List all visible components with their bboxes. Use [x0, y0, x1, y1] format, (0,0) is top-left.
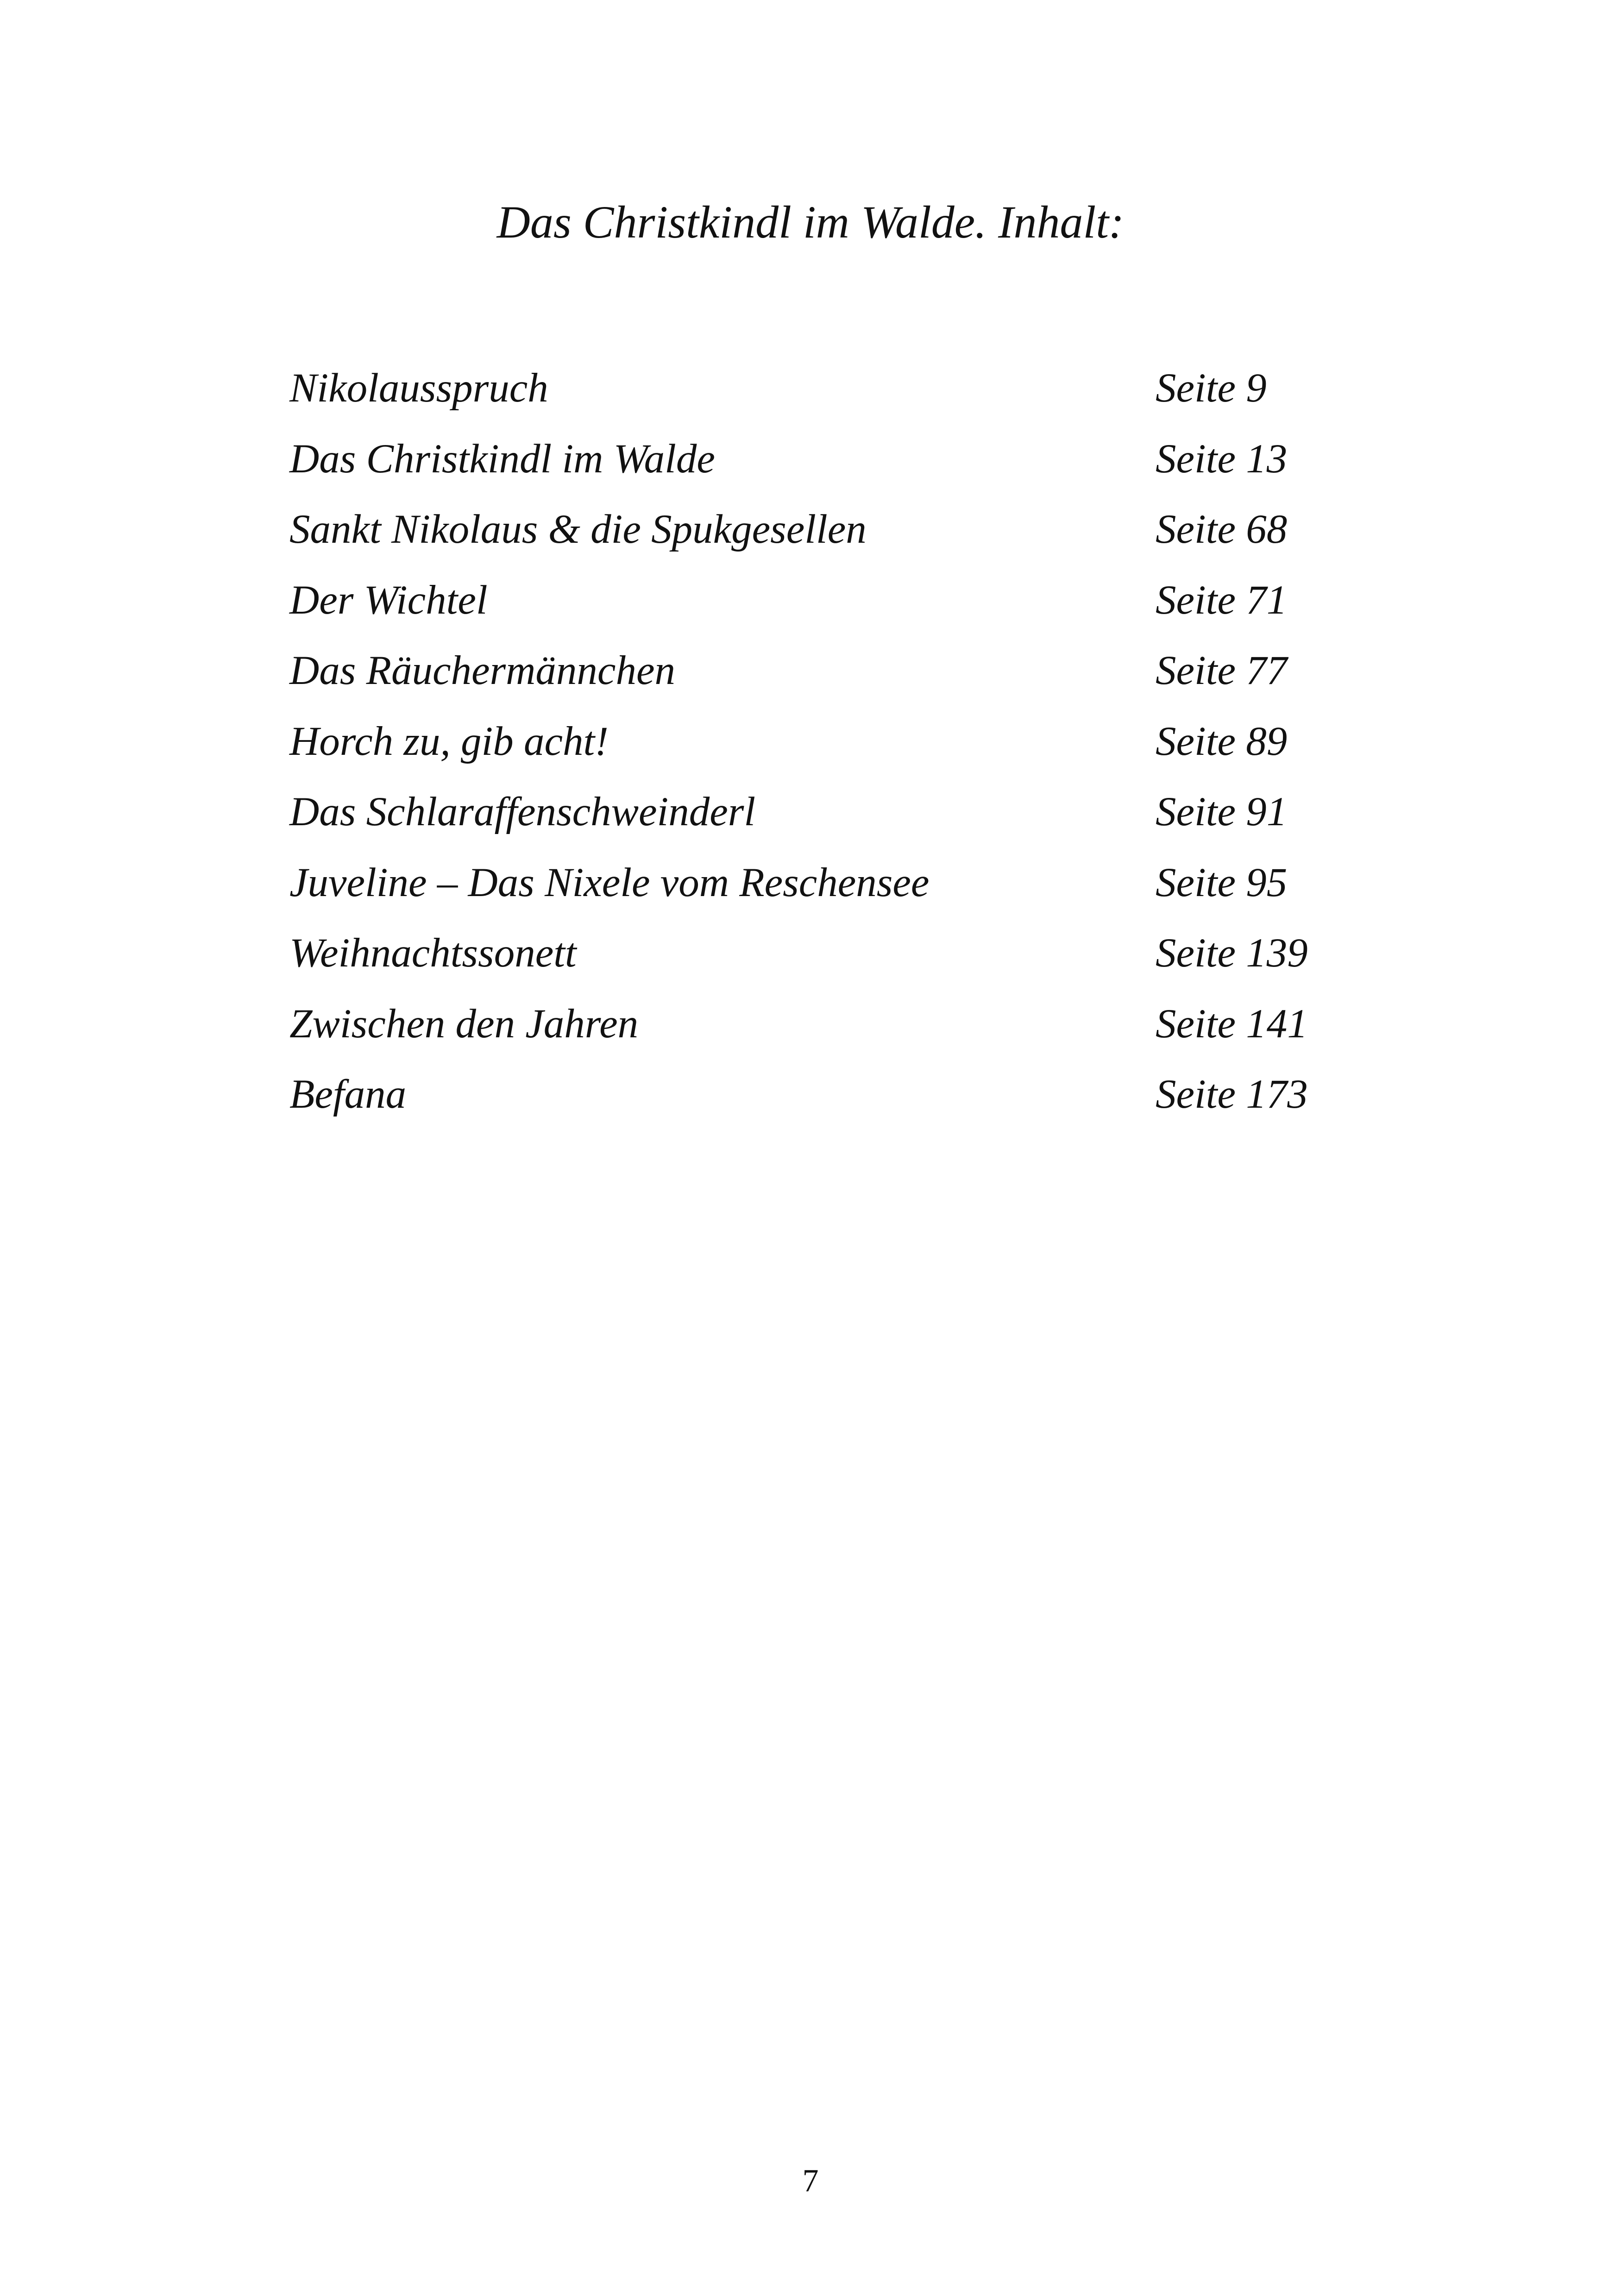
toc-entry-page: Seite 77 [1156, 648, 1288, 693]
toc-entry-page: Seite 89 [1156, 718, 1288, 764]
toc-entry-page: Seite 173 [1156, 1072, 1308, 1117]
page-title: Das Christkindl im Walde. Inhalt: [496, 196, 1125, 248]
toc-entry [289, 714, 1355, 784]
toc-entry-page: Seite 95 [1156, 859, 1288, 905]
toc-entry-title: Horch zu, gib acht! [289, 718, 609, 764]
toc-entry-title: Befana [289, 1072, 407, 1117]
toc-entry-title: Sankt Nikolaus & die Spukgesellen [289, 507, 867, 552]
toc-entry-title: Das Räuchermännchen [289, 648, 675, 693]
table-of-contents [289, 360, 1355, 1137]
toc-entry-title: Weihnachtssonett [289, 930, 577, 976]
toc-entry-title: Der Wichtel [289, 577, 488, 623]
toc-entry [289, 643, 1355, 714]
page-number: 7 [802, 2163, 819, 2199]
toc-entry-title: Zwischen den Jahren [289, 1001, 639, 1047]
toc-entry-page: Seite 68 [1156, 507, 1288, 552]
toc-entry [289, 925, 1355, 996]
toc-entry [289, 360, 1355, 431]
toc-entry-page: Seite 71 [1156, 577, 1288, 623]
toc-entry [289, 1066, 1355, 1137]
toc-entry-page: Seite 13 [1156, 436, 1288, 482]
toc-entry [289, 572, 1355, 643]
toc-entry [289, 855, 1355, 926]
toc-entry [289, 431, 1355, 502]
toc-entry-page: Seite 139 [1156, 930, 1308, 976]
toc-entry-title: Das Schlaraffenschweinderl [289, 789, 756, 834]
toc-entry-page: Seite 141 [1156, 1001, 1308, 1047]
toc-entry-page: Seite 91 [1156, 789, 1288, 834]
toc-entry-title: Nikolausspruch [289, 365, 548, 411]
toc-entry-title: Das Christkindl im Walde [289, 436, 715, 482]
toc-entry-title: Juveline – Das Nixele vom Reschensee [289, 859, 930, 905]
toc-entry [289, 784, 1355, 855]
toc-entry [289, 996, 1355, 1067]
toc-entry [289, 502, 1355, 572]
toc-entry-page: Seite 9 [1156, 365, 1267, 411]
